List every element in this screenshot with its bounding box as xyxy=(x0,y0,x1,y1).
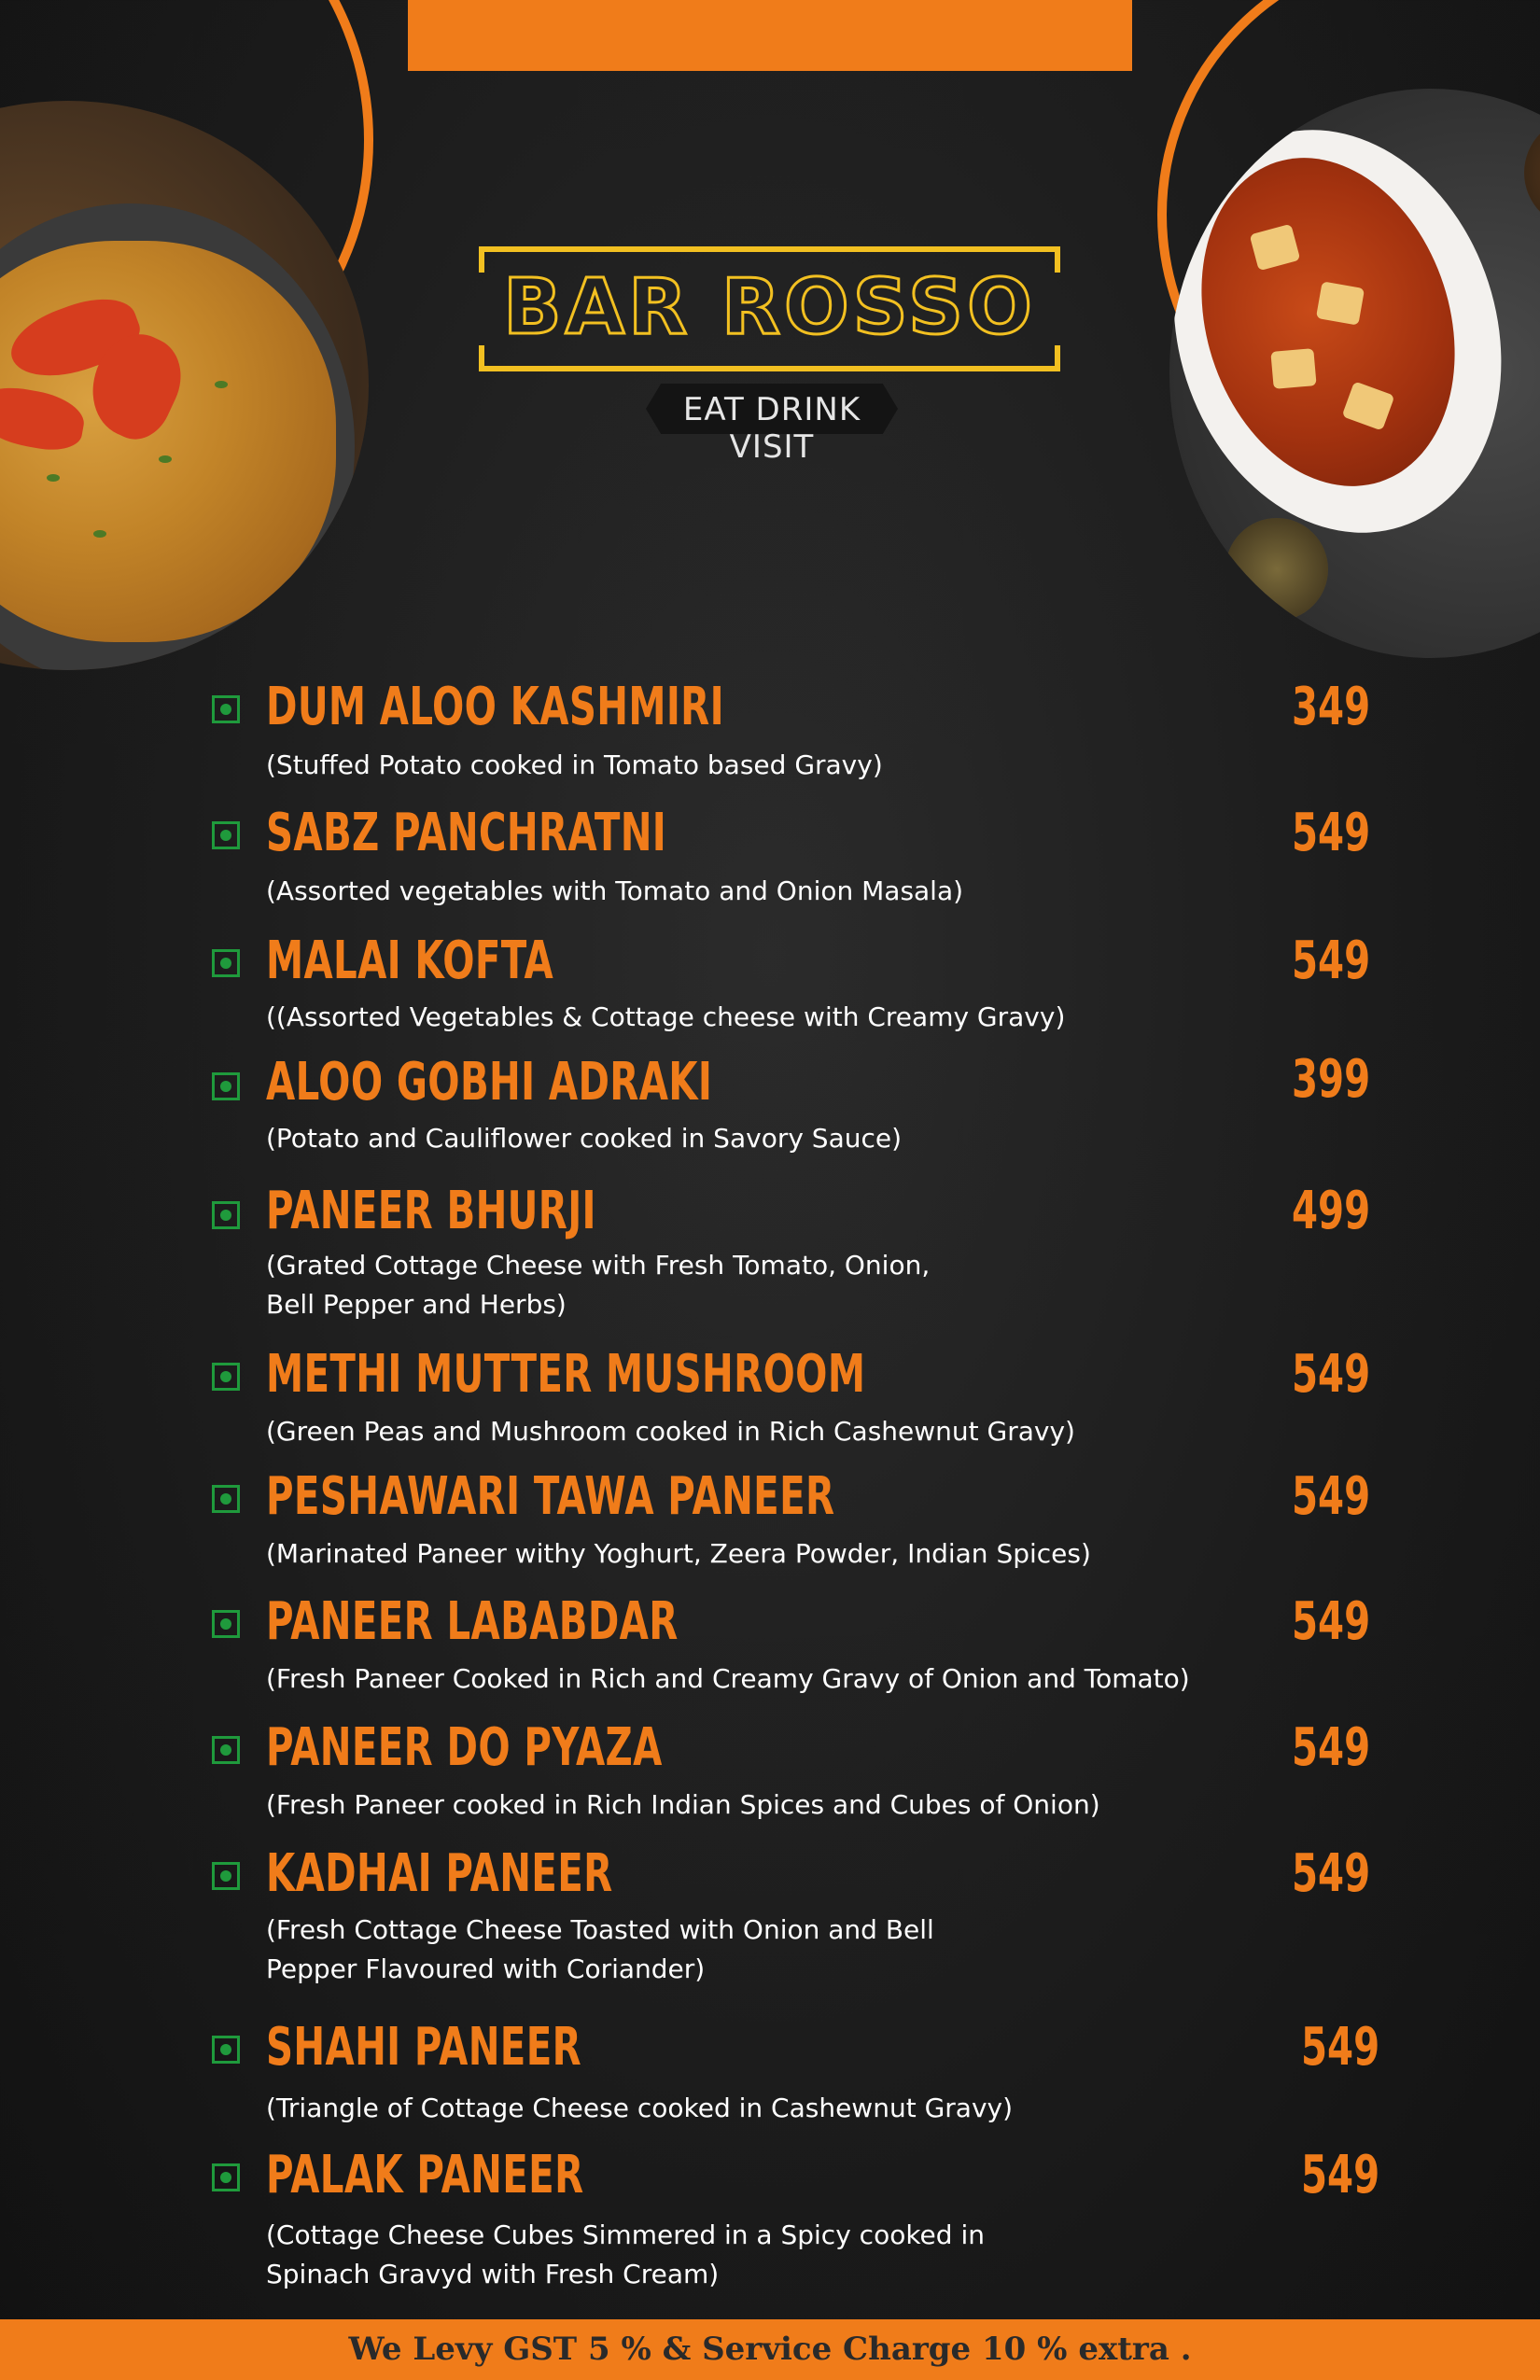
veg-icon xyxy=(212,1072,240,1100)
veg-icon xyxy=(212,1485,240,1513)
item-price: 549 xyxy=(1292,803,1371,863)
veg-icon xyxy=(212,1736,240,1764)
bar-rosso-logo xyxy=(479,246,1060,371)
item-description xyxy=(266,1246,1293,1324)
item-description: (Fresh Paneer Cooked in Rich and Creamy Gravy of Onion and Tomato) xyxy=(266,1663,1190,1694)
item-price: 549 xyxy=(1292,1843,1371,1904)
footer-bar xyxy=(0,2319,1540,2380)
item-description: (Potato and Cauliflower cooked in Savory Sauce) xyxy=(266,1123,903,1154)
item-description xyxy=(266,1911,1293,1989)
item-description: (Marinated Paneer withy Yoghurt, Zeera Powder, Indian Spices) xyxy=(266,1538,1091,1569)
brand-name: BAR ROSSO xyxy=(503,263,1036,352)
veg-icon xyxy=(212,821,240,849)
description-line: Pepper Flavoured with Coriander) xyxy=(266,1953,706,1984)
veg-icon xyxy=(212,1610,240,1638)
item-name: PESHAWARI TAWA PANEER xyxy=(266,1466,835,1527)
item-name: ALOO GOBHI ADRAKI xyxy=(266,1052,713,1113)
item-description: ((Assorted Vegetables & Cottage cheese with Creamy Gravy) xyxy=(266,1001,1066,1032)
item-price: 549 xyxy=(1301,2145,1380,2205)
item-description xyxy=(266,2216,1293,2294)
veg-icon xyxy=(212,1862,240,1890)
item-name: SHAHI PANEER xyxy=(266,2017,582,2078)
item-description: (Green Peas and Mushroom cooked in Rich Cashewnut Gravy) xyxy=(266,1416,1075,1447)
item-name: METHI MUTTER MUSHROOM xyxy=(266,1344,866,1405)
tagline-banner xyxy=(646,384,898,466)
item-price: 549 xyxy=(1301,2017,1380,2078)
item-name: KADHAI PANEER xyxy=(266,1843,613,1904)
item-price: 549 xyxy=(1292,1344,1371,1405)
description-line: Bell Pepper and Herbs) xyxy=(266,1289,567,1320)
brand-tagline: EAT DRINK VISIT xyxy=(682,391,861,466)
item-price: 499 xyxy=(1292,1181,1371,1241)
item-name: DUM ALOO KASHMIRI xyxy=(266,677,724,737)
item-description: (Triangle of Cottage Cheese cooked in Cashewnut Gravy) xyxy=(266,2093,1014,2123)
item-description: (Stuffed Potato cooked in Tomato based Gravy) xyxy=(266,749,883,780)
veg-icon xyxy=(212,1201,240,1229)
item-name: MALAI KOFTA xyxy=(266,931,554,991)
description-line: (Cottage Cheese Cubes Simmered in a Spicy cooked in xyxy=(266,2219,985,2250)
item-price: 549 xyxy=(1292,1591,1371,1652)
veg-icon xyxy=(212,1363,240,1391)
item-name: SABZ PANCHRATNI xyxy=(266,803,667,863)
item-name: PALAK PANEER xyxy=(266,2145,584,2205)
item-description: (Assorted vegetables with Tomato and Onion Masala) xyxy=(266,875,964,906)
item-price: 399 xyxy=(1292,1049,1371,1110)
description-line: Spinach Gravyd with Fresh Cream) xyxy=(266,2259,720,2289)
top-accent-bar xyxy=(408,0,1132,71)
item-price: 349 xyxy=(1292,677,1371,737)
description-line: (Grated Cottage Cheese with Fresh Tomato, Onion, xyxy=(266,1250,931,1281)
paneer-curry-photo xyxy=(1169,89,1540,658)
item-price: 549 xyxy=(1292,1717,1371,1778)
veg-icon xyxy=(212,949,240,977)
item-price: 549 xyxy=(1292,1466,1371,1527)
item-name: PANEER DO PYAZA xyxy=(266,1717,663,1778)
veg-icon xyxy=(212,695,240,723)
item-name: PANEER BHURJI xyxy=(266,1181,596,1241)
item-name: PANEER LABABDAR xyxy=(266,1591,679,1652)
item-description: (Fresh Paneer cooked in Rich Indian Spices and Cubes of Onion) xyxy=(266,1789,1100,1820)
veg-icon xyxy=(212,2036,240,2064)
description-line: (Fresh Cottage Cheese Toasted with Onion and Bell xyxy=(266,1914,934,1945)
veg-icon xyxy=(212,2163,240,2191)
tax-note: We Levy GST 5 % & Service Charge 10 % extra . xyxy=(348,2331,1192,2368)
item-price: 549 xyxy=(1292,931,1371,991)
